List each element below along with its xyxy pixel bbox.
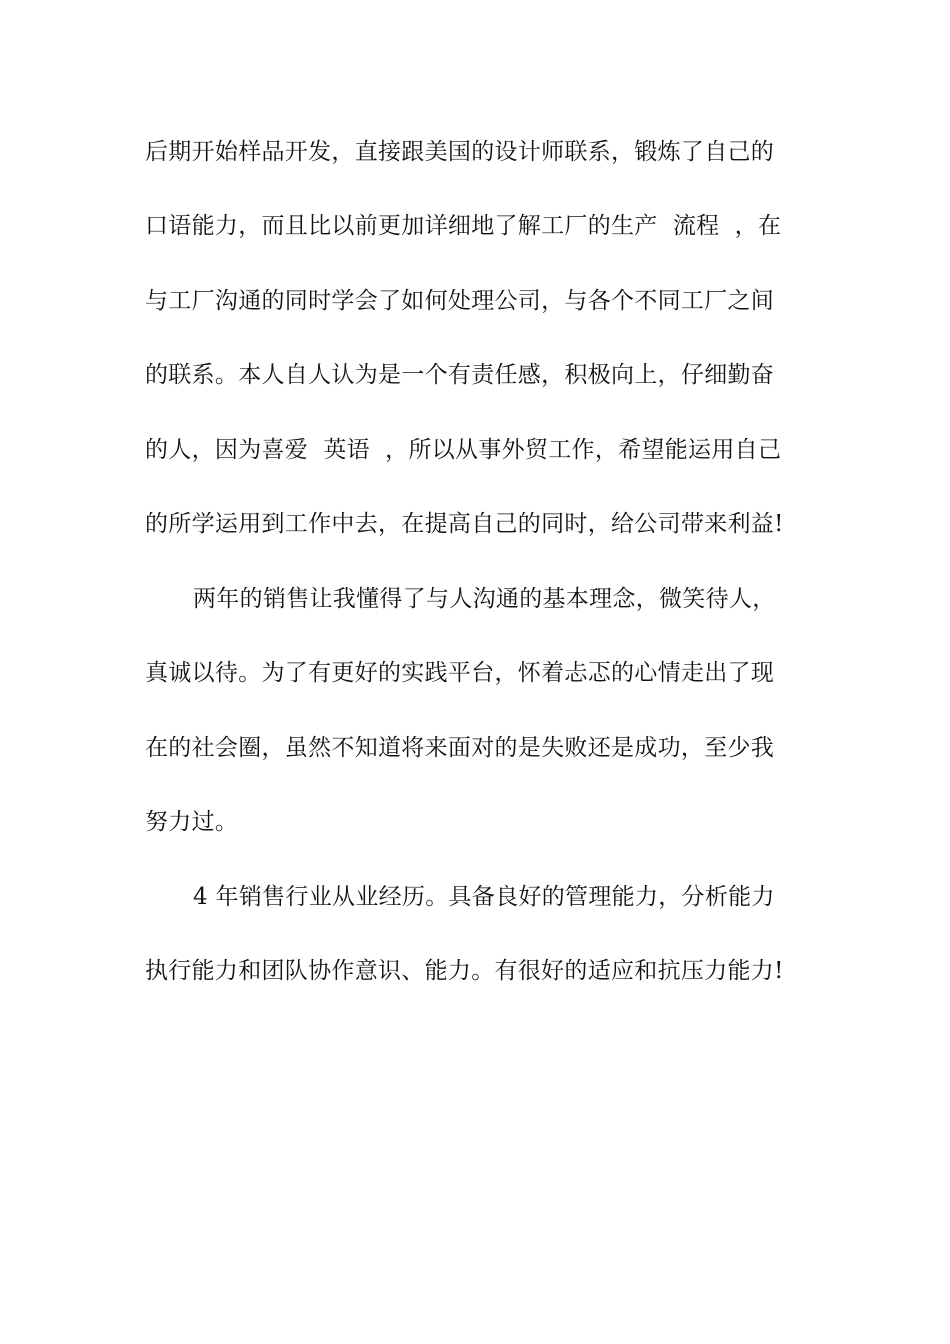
paragraph-1-line-6: 的所学运用到工作中去，在提高自己的同时，给公司带来利益! [145, 511, 784, 537]
paragraph-2-line-4: 努力过。 [145, 809, 239, 835]
paragraph-3-line-2: 执行能力和团队协作意识、能力。有很好的适应和抗压力能力! [145, 958, 784, 984]
paragraph-1-line-2: 口语能力，而且比以前更加详细地了解工厂的生产 流程 ，在 [145, 213, 782, 239]
paragraph-1-line-5: 的人，因为喜爱 英语 ，所以从事外贸工作，希望能运用自己 [145, 437, 782, 463]
paragraph-2-line-2: 真诚以待。为了有更好的实践平台，怀着忐忑的心情走出了现 [145, 660, 775, 686]
paragraph-3-line-1: 4 年销售行业从业经历。具备良好的管理能力，分析能力 [193, 884, 775, 910]
paragraph-2-line-1: 两年的销售让我懂得了与人沟通的基本理念，微笑待人， [193, 586, 776, 612]
paragraph-1-line-3: 与工厂沟通的同时学会了如何处理公司，与各个不同工厂之间 [145, 288, 775, 314]
paragraph-1-line-1: 后期开始样品开发，直接跟美国的设计师联系，锻炼了自己的 [145, 139, 775, 165]
paragraph-1-line-4: 的联系。本人自人认为是一个有责任感，积极向上，仔细勤奋 [145, 362, 775, 388]
paragraph-2-line-3: 在的社会圈，虽然不知道将来面对的是失败还是成功，至少我 [145, 735, 775, 761]
